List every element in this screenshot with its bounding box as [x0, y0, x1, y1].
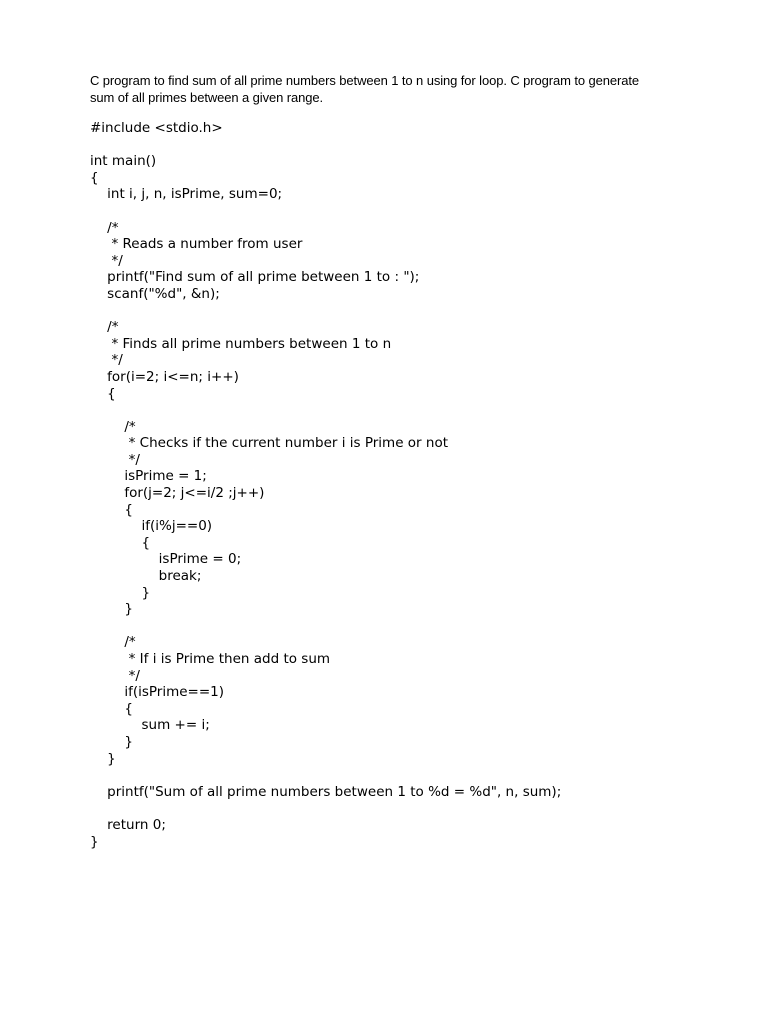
code-line: break;: [90, 568, 202, 585]
code-line: * If i is Prime then add to sum: [90, 651, 331, 667]
code-line: }: [90, 833, 99, 850]
code-line: }: [90, 601, 133, 618]
code-line: for(j=2; j<=i/2 ;j++): [90, 485, 265, 502]
code-line: return 0;: [90, 816, 166, 833]
code-line: /*: [90, 319, 119, 336]
code-line: isPrime = 0;: [90, 551, 242, 568]
code-line: */: [90, 667, 140, 684]
code-line: [90, 767, 730, 784]
code-line: [90, 203, 730, 220]
code-line: printf("Find sum of all prime between 1 to : ");: [90, 269, 420, 286]
intro-line: sum of all primes between a given range.: [90, 90, 324, 105]
code-line: * Finds all prime numbers between 1 to n: [90, 335, 392, 352]
code-line: if(i%j==0): [90, 518, 213, 535]
code-line: if(isPrime==1): [90, 684, 225, 701]
code-line: [90, 800, 730, 817]
code-line: /*: [90, 219, 119, 236]
code-line: }: [90, 733, 133, 750]
code-line: int main(): [90, 153, 157, 170]
intro-line: C program to find sum of all prime numbers between 1 to n using for loop. C program to generate: [90, 73, 640, 88]
code-line: * Checks if the current number i is Prime or not: [90, 435, 449, 452]
code-line: {: [90, 700, 133, 717]
code-line: */: [90, 252, 123, 269]
code-line: {: [90, 501, 133, 518]
code-line: }: [90, 584, 151, 601]
code-line: }: [90, 750, 116, 767]
intro-paragraph: [90, 72, 690, 106]
code-line: */: [90, 451, 140, 468]
code-line: printf("Sum of all prime numbers between 1 to %d = %d", n, sum);: [90, 783, 562, 800]
code-line: int i, j, n, isPrime, sum=0;: [90, 186, 283, 203]
code-line: [90, 402, 730, 419]
code-line: {: [90, 534, 151, 551]
code-line: [90, 137, 730, 154]
code-line: /*: [90, 418, 136, 435]
code-line: for(i=2; i<=n; i++): [90, 368, 239, 385]
code-line: {: [90, 385, 116, 402]
code-line: {: [90, 169, 99, 186]
code-line: sum += i;: [90, 717, 210, 734]
code-line: scanf("%d", &n);: [90, 285, 220, 302]
code-line: isPrime = 1;: [90, 468, 207, 485]
code-line: /*: [90, 634, 136, 651]
code-line: * Reads a number from user: [90, 236, 303, 253]
code-line: #include <stdio.h>: [90, 120, 223, 136]
code-line: [90, 618, 730, 635]
code-line: [90, 303, 730, 320]
code-block: [90, 120, 730, 850]
code-line: */: [90, 352, 123, 369]
